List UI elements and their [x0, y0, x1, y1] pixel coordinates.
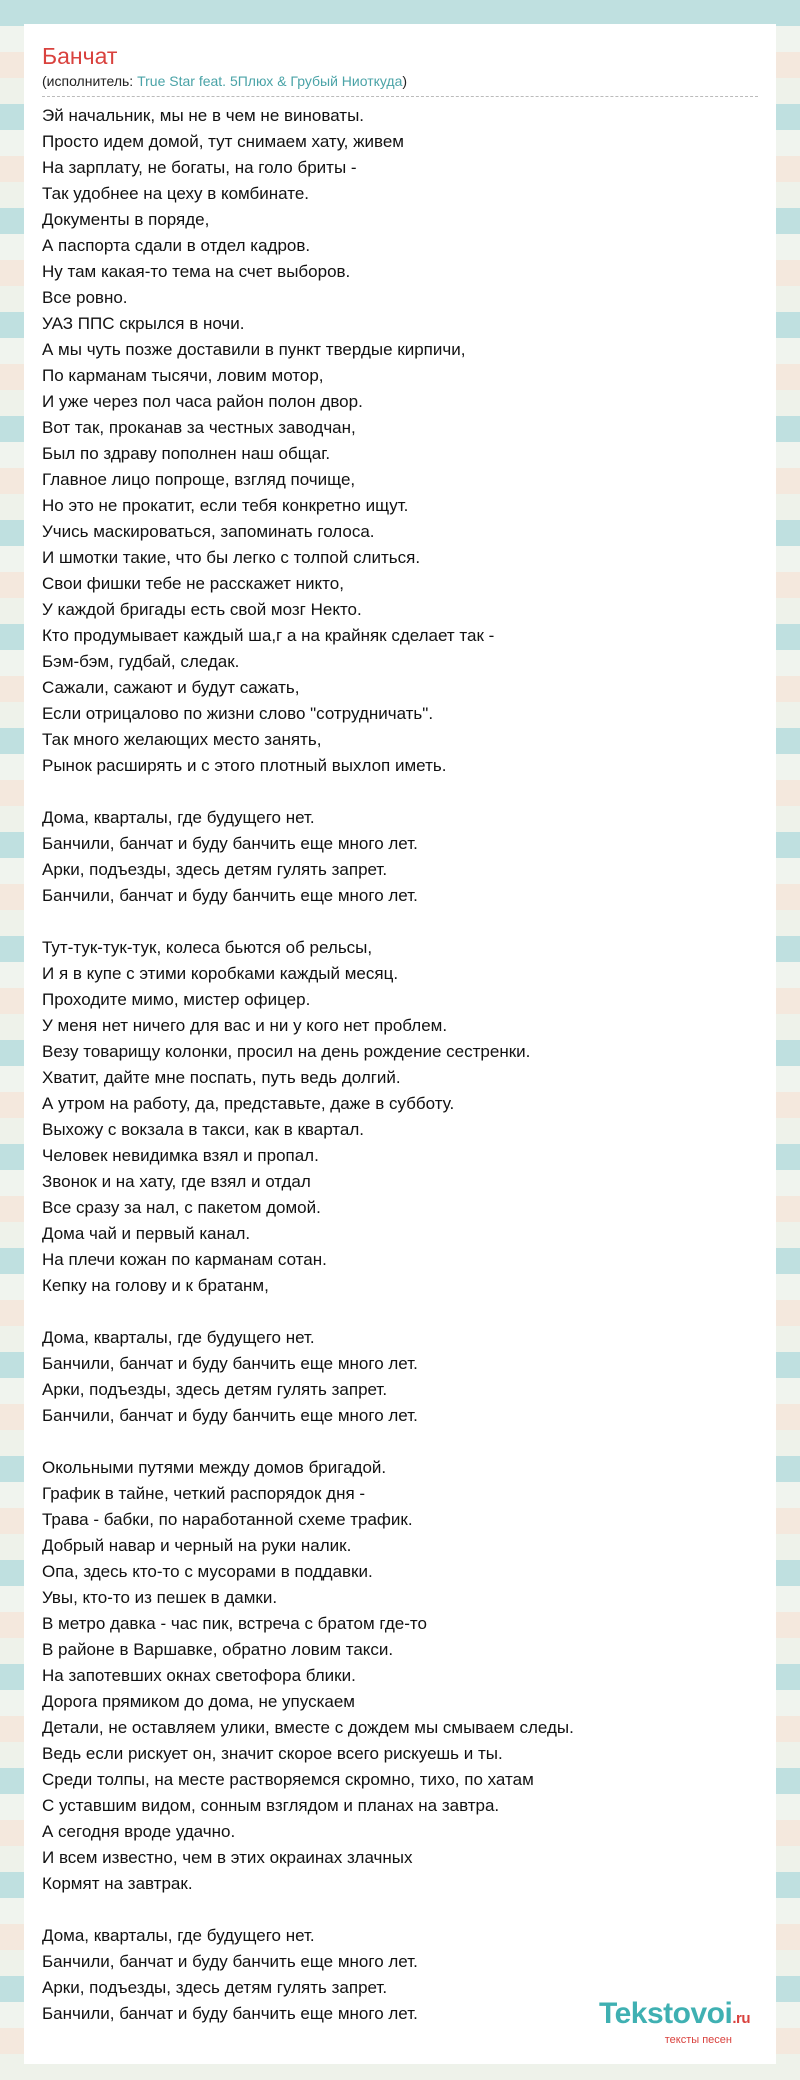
lyrics-text — [42, 103, 758, 2027]
lyrics-line: Арки, подъезды, здесь детям гулять запрет. — [42, 1380, 388, 1399]
lyrics-line: Увы, кто-то из пешек в дамки. — [42, 1588, 278, 1607]
lyrics-line: В метро давка - час пик, встреча с братом где-то — [42, 1614, 427, 1633]
lyrics-line: Просто идем домой, тут снимаем хату, живем — [42, 132, 404, 151]
lyrics-line: И шмотки такие, что бы легко с толпой слиться. — [42, 548, 421, 567]
logo-tagline: тексты песен — [664, 2034, 732, 2046]
lyrics-stanza — [42, 935, 758, 1299]
lyrics-card — [24, 24, 776, 2064]
lyrics-line: УАЗ ППС скрылся в ночи. — [42, 314, 245, 333]
lyrics-line: Ведь если рискует он, значит скорое всего рискуешь и ты. — [42, 1744, 503, 1763]
lyrics-line: Окольными путями между домов бригадой. — [42, 1458, 387, 1477]
lyrics-line: Так удобнее на цеху в комбинате. — [42, 184, 310, 203]
lyrics-line: По карманам тысячи, ловим мотор, — [42, 366, 324, 385]
lyrics-line: Банчили, банчат и буду банчить еще много лет. — [42, 1952, 418, 1971]
lyrics-line: Банчили, банчат и буду банчить еще много лет. — [42, 834, 418, 853]
lyrics-line: И всем известно, чем в этих окраинах злачных — [42, 1848, 413, 1867]
lyrics-line: Дома чай и первый канал. — [42, 1224, 251, 1243]
lyrics-line: Вот так, проканав за честных заводчан, — [42, 418, 356, 437]
lyrics-line: Человек невидимка взял и пропал. — [42, 1146, 319, 1165]
lyrics-line: Дома, кварталы, где будущего нет. — [42, 1926, 315, 1945]
lyrics-line: Кто продумывает каждый ша,г а на крайняк сделает так - — [42, 626, 495, 645]
lyrics-line: У каждой бригады есть свой мозг Некто. — [42, 600, 362, 619]
artist-link[interactable]: True Star feat. 5Плюх & Грубый Ниоткуда — [137, 73, 403, 89]
lyrics-line: Кормят на завтрак. — [42, 1874, 193, 1893]
page-title: Банчат — [42, 43, 118, 69]
lyrics-line: Хватит, дайте мне поспать, путь ведь долгий. — [42, 1068, 401, 1087]
lyrics-line: Среди толпы, на месте растворяемся скромно, тихо, по хатам — [42, 1770, 534, 1789]
lyrics-line: Проходите мимо, мистер офицер. — [42, 990, 311, 1009]
lyrics-line: С уставшим видом, сонным взглядом и планах на завтра. — [42, 1796, 500, 1815]
lyrics-line: Свои фишки тебе не расскажет никто, — [42, 574, 344, 593]
lyrics-line: Документы в порядe, — [42, 210, 210, 229]
artist-suffix: ) — [402, 73, 408, 89]
lyrics-line: Но это не прокатит, если тебя конкретно ищут. — [42, 496, 409, 515]
lyrics-line: Детали, не оставляем улики, вместе с дождем мы смываем следы. — [42, 1718, 574, 1737]
lyrics-line: Так много желающих место занять, — [42, 730, 322, 749]
lyrics-line: Все сразу за нал, с пакетом домой. — [42, 1198, 321, 1217]
lyrics-line: Если отрицалово по жизни слово "сотрудничать". — [42, 704, 434, 723]
lyrics-line: Добрый навар и черный на руки налик. — [42, 1536, 352, 1555]
lyrics-line: Выхожу с вокзала в такси, как в квартал. — [42, 1120, 364, 1139]
lyrics-stanza — [42, 805, 758, 909]
lyrics-line: График в тайне, четкий распорядок дня - — [42, 1484, 366, 1503]
lyrics-line: В районе в Варшавке, обратно ловим такси. — [42, 1640, 394, 1659]
lyrics-line: Банчили, банчат и буду банчить еще много лет. — [42, 1406, 418, 1425]
lyrics-line: Везу товарищу колонки, просил на день рождение сестренки. — [42, 1042, 531, 1061]
lyrics-line: Дома, кварталы, где будущего нет. — [42, 808, 315, 827]
lyrics-line: Арки, подъезды, здесь детям гулять запрет. — [42, 1978, 388, 1997]
lyrics-stanza — [42, 103, 758, 779]
lyrics-line: А мы чуть позже доставили в пункт твердые кирпичи, — [42, 340, 466, 359]
lyrics-line: На плечи кожан по карманам сотан. — [42, 1250, 327, 1269]
lyrics-stanza — [42, 1325, 758, 1429]
lyrics-line: На запотевших окнах светофора блики. — [42, 1666, 356, 1685]
lyrics-line: На зарплату, не богаты, на голо бриты - — [42, 158, 357, 177]
lyrics-line: И я в купе с этими коробками каждый месяц. — [42, 964, 399, 983]
lyrics-line: Главное лицо попроще, взгляд почище, — [42, 470, 356, 489]
site-logo[interactable] — [599, 1999, 750, 2046]
lyrics-line: Был по здраву пополнен наш общаг. — [42, 444, 331, 463]
lyrics-line: Опа, здесь кто-то с мусорами в поддавки. — [42, 1562, 373, 1581]
lyrics-line: Банчили, банчат и буду банчить еще много лет. — [42, 1354, 418, 1373]
lyrics-line: Дорога прямиком до дома, не упускаем — [42, 1692, 355, 1711]
artist-prefix: (исполнитель: — [42, 73, 138, 89]
lyrics-line: А сегодня вроде удачно. — [42, 1822, 236, 1841]
lyrics-line: А паспорта сдали в отдел кадров. — [42, 236, 311, 255]
lyrics-line: А утром на работу, да, представьте, даже в субботу. — [42, 1094, 455, 1113]
lyrics-line: Эй начальник, мы не в чем не виноваты. — [42, 106, 365, 125]
lyrics-line: Трава - бабки, по наработанной схеме трафик. — [42, 1510, 413, 1529]
artist-line — [42, 72, 758, 97]
lyrics-line: У меня нет ничего для вас и ни у кого нет проблем. — [42, 1016, 448, 1035]
logo-brand: Tekstovoi — [599, 1997, 733, 2030]
lyrics-line: И уже через пол часа район полон двор. — [42, 392, 363, 411]
lyrics-line: Сажали, сажают и будут сажать, — [42, 678, 300, 697]
lyrics-line: Учись маскироваться, запоминать голоса. — [42, 522, 375, 541]
lyrics-line: Тут-тук-тук-тук, колеса бьются об рельсы, — [42, 938, 373, 957]
lyrics-line: Все ровно. — [42, 288, 128, 307]
lyrics-line: Кепку на голову и к братанм, — [42, 1276, 269, 1295]
logo-tld: .ru — [732, 2010, 750, 2027]
lyrics-line: Рынок расширять и с этого плотный выхлоп иметь. — [42, 756, 447, 775]
lyrics-line: Бэм-бэм, гудбай, следак. — [42, 652, 240, 671]
lyrics-line: Банчили, банчат и буду банчить еще много лет. — [42, 2004, 418, 2023]
lyrics-stanza — [42, 1455, 758, 1897]
lyrics-line: Дома, кварталы, где будущего нет. — [42, 1328, 315, 1347]
lyrics-line: Ну там какая-то тема на счет выборов. — [42, 262, 351, 281]
lyrics-line: Банчили, банчат и буду банчить еще много лет. — [42, 886, 418, 905]
lyrics-line: Звонок и на хату, где взял и отдал — [42, 1172, 311, 1191]
lyrics-line: Арки, подъезды, здесь детям гулять запрет. — [42, 860, 388, 879]
